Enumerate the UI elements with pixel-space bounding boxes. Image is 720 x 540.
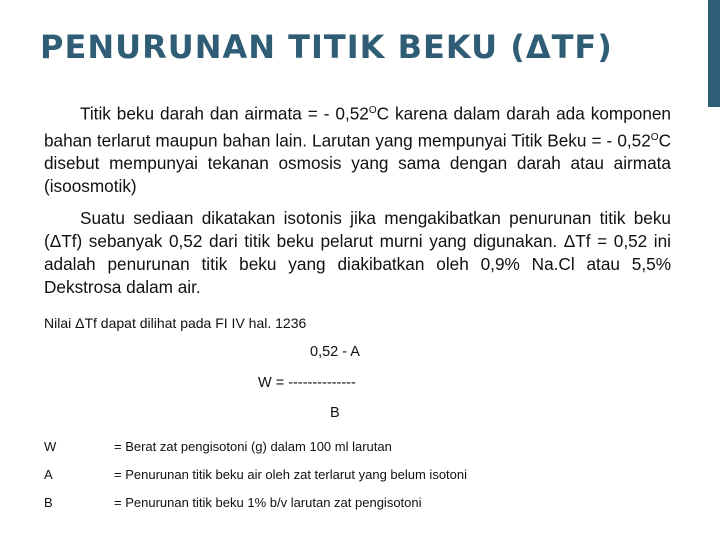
legend-row-a [44, 460, 467, 488]
paragraph-isoosmotic-part-c: C disebut mempunyai tekanan osmosis yang sama dengan darah atau airmata (isoosmotik) [44, 130, 671, 197]
reference-note: Nilai ΔTf dapat dilihat pada FI IV hal. 1236 [44, 315, 307, 331]
paragraph-isoosmotic-part-b: C karena dalam darah ada komponen bahan terlarut maupun bahan lain. Larutan yang mempunyai Titik Beku = - 0,52 [44, 103, 671, 151]
degree-superscript: O [368, 105, 377, 116]
paragraph-isoosmotic-part-a: Titik beku darah dan airmata = - 0,52 [80, 103, 369, 124]
legend-description: = Penurunan titik beku 1% b/v larutan zat pengisotoni [114, 494, 422, 510]
formula-equation-line: W = -------------- [258, 375, 356, 391]
accent-bar [708, 0, 720, 107]
legend-symbol: B [44, 494, 53, 510]
formula-denominator: B [330, 405, 340, 421]
degree-superscript-2: O [650, 131, 659, 143]
legend-symbol: W [44, 438, 57, 454]
legend-row-w [44, 432, 467, 460]
paragraph-isoosmotic [44, 99, 671, 198]
legend-row-b [44, 488, 467, 516]
legend-description: = Penurunan titik beku air oleh zat terlarut yang belum isotoni [114, 466, 468, 482]
formula-numerator: 0,52 - A [310, 344, 360, 360]
legend-description: = Berat zat pengisotoni (g) dalam 100 ml larutan [114, 438, 392, 454]
slide-title: PENURUNAN TITIK BEKU (ΔTF) [40, 28, 613, 66]
legend-symbol: A [44, 466, 53, 482]
paragraph-isotonic: Suatu sediaan dikatakan isotonis jika mengakibatkan penurunan titik beku (ΔTf) sebanyak 0,52 dari titik beku pelarut murni yang digunakan. ΔTf = 0,52 ini adalah penurunan titik beku yang diakibatkan oleh 0,9% Na.Cl atau 5,5% Dekstrosa dalam air. [44, 208, 671, 297]
formula-legend [44, 432, 467, 516]
